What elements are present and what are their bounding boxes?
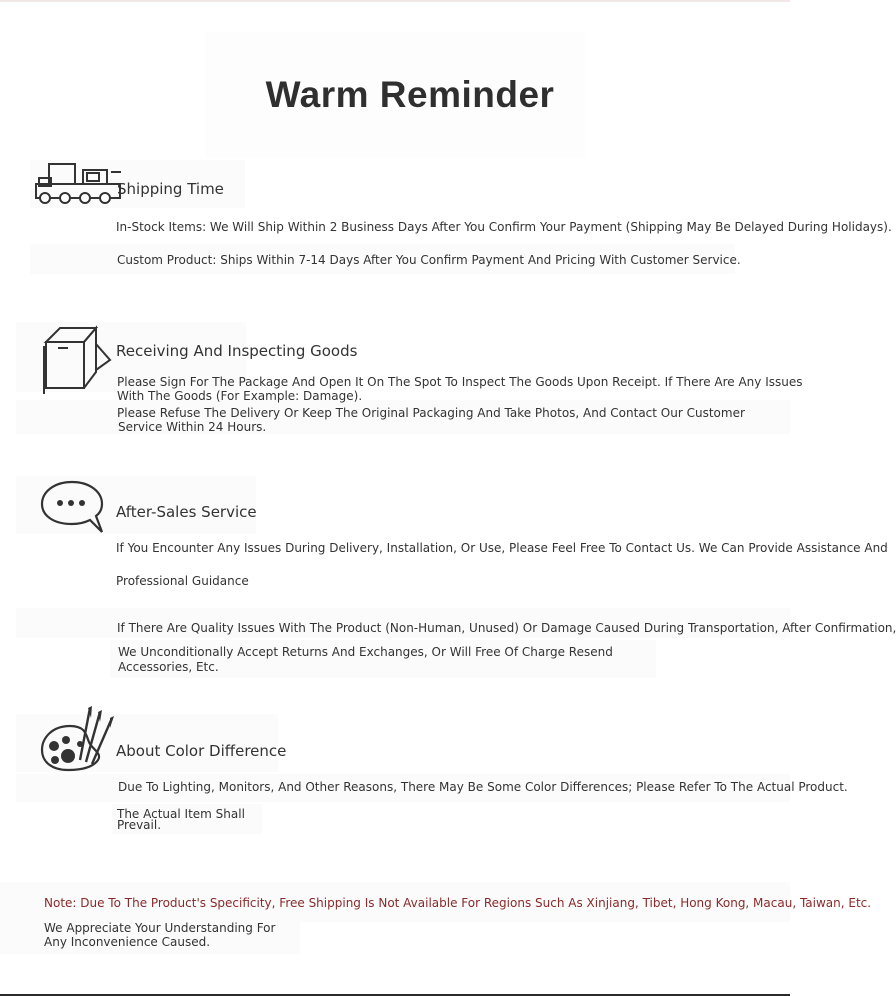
box-icon bbox=[40, 324, 112, 396]
receiving-line-2: With The Goods (For Example: Damage). bbox=[117, 389, 363, 403]
page-title: Warm Reminder bbox=[265, 74, 555, 115]
receiving-line-3: Please Refuse The Delivery Or Keep The Original Packaging And Take Photos, And Contact Our Customer bbox=[117, 406, 745, 420]
section-heading-after-sales: After-Sales Service bbox=[116, 503, 257, 521]
shipping-line-2: Custom Product: Ships Within 7-14 Days After You Confirm Payment And Pricing With Customer Service. bbox=[117, 253, 741, 267]
after-sales-line-1: If You Encounter Any Issues During Delivery, Installation, Or Use, Please Feel Free To Contact Us. We Can Provide Assistance And bbox=[116, 541, 888, 555]
receiving-line-4: Service Within 24 Hours. bbox=[118, 420, 267, 434]
after-sales-line-2: Professional Guidance bbox=[116, 574, 249, 588]
color-line-3: Prevail. bbox=[117, 818, 162, 832]
color-line-2: The Actual Item Shall bbox=[117, 807, 245, 821]
truck-icon bbox=[33, 160, 123, 208]
section-heading-color-difference: About Color Difference bbox=[116, 742, 287, 760]
shipping-line-1: In-Stock Items: We Will Ship Within 2 Business Days After You Confirm Your Payment (Shipping May Be Delayed During Holidays). bbox=[116, 220, 892, 234]
after-sales-line-3: If There Are Quality Issues With The Product (Non-Human, Unused) Or Damage Caused During Transportation, After Confirmation, bbox=[117, 621, 896, 635]
receiving-line-1: Please Sign For The Package And Open It On The Spot To Inspect The Goods Upon Receipt. If There Are Any Issues bbox=[117, 375, 803, 389]
appreciation-line-2: Any Inconvenience Caused. bbox=[44, 935, 211, 949]
top-divider bbox=[0, 0, 790, 2]
after-sales-line-4: We Unconditionally Accept Returns And Exchanges, Or Will Free Of Charge Resend bbox=[118, 645, 613, 659]
palette-icon bbox=[38, 704, 118, 776]
section-heading-shipping-time: Shipping Time bbox=[117, 180, 224, 198]
section-heading-receiving: Receiving And Inspecting Goods bbox=[116, 342, 358, 360]
chat-bubble-icon bbox=[38, 478, 106, 536]
note-line: Note: Due To The Product's Specificity, Free Shipping Is Not Available For Regions Such As Xinjiang, Tibet, Hong Kong, Macau, Taiwan, Etc. bbox=[44, 896, 872, 910]
after-sales-line-5: Accessories, Etc. bbox=[118, 660, 219, 674]
color-line-1: Due To Lighting, Monitors, And Other Reasons, There May Be Some Color Differences; Please Refer To The Actual Product. bbox=[118, 780, 848, 794]
appreciation-line-1: We Appreciate Your Understanding For bbox=[44, 921, 276, 935]
